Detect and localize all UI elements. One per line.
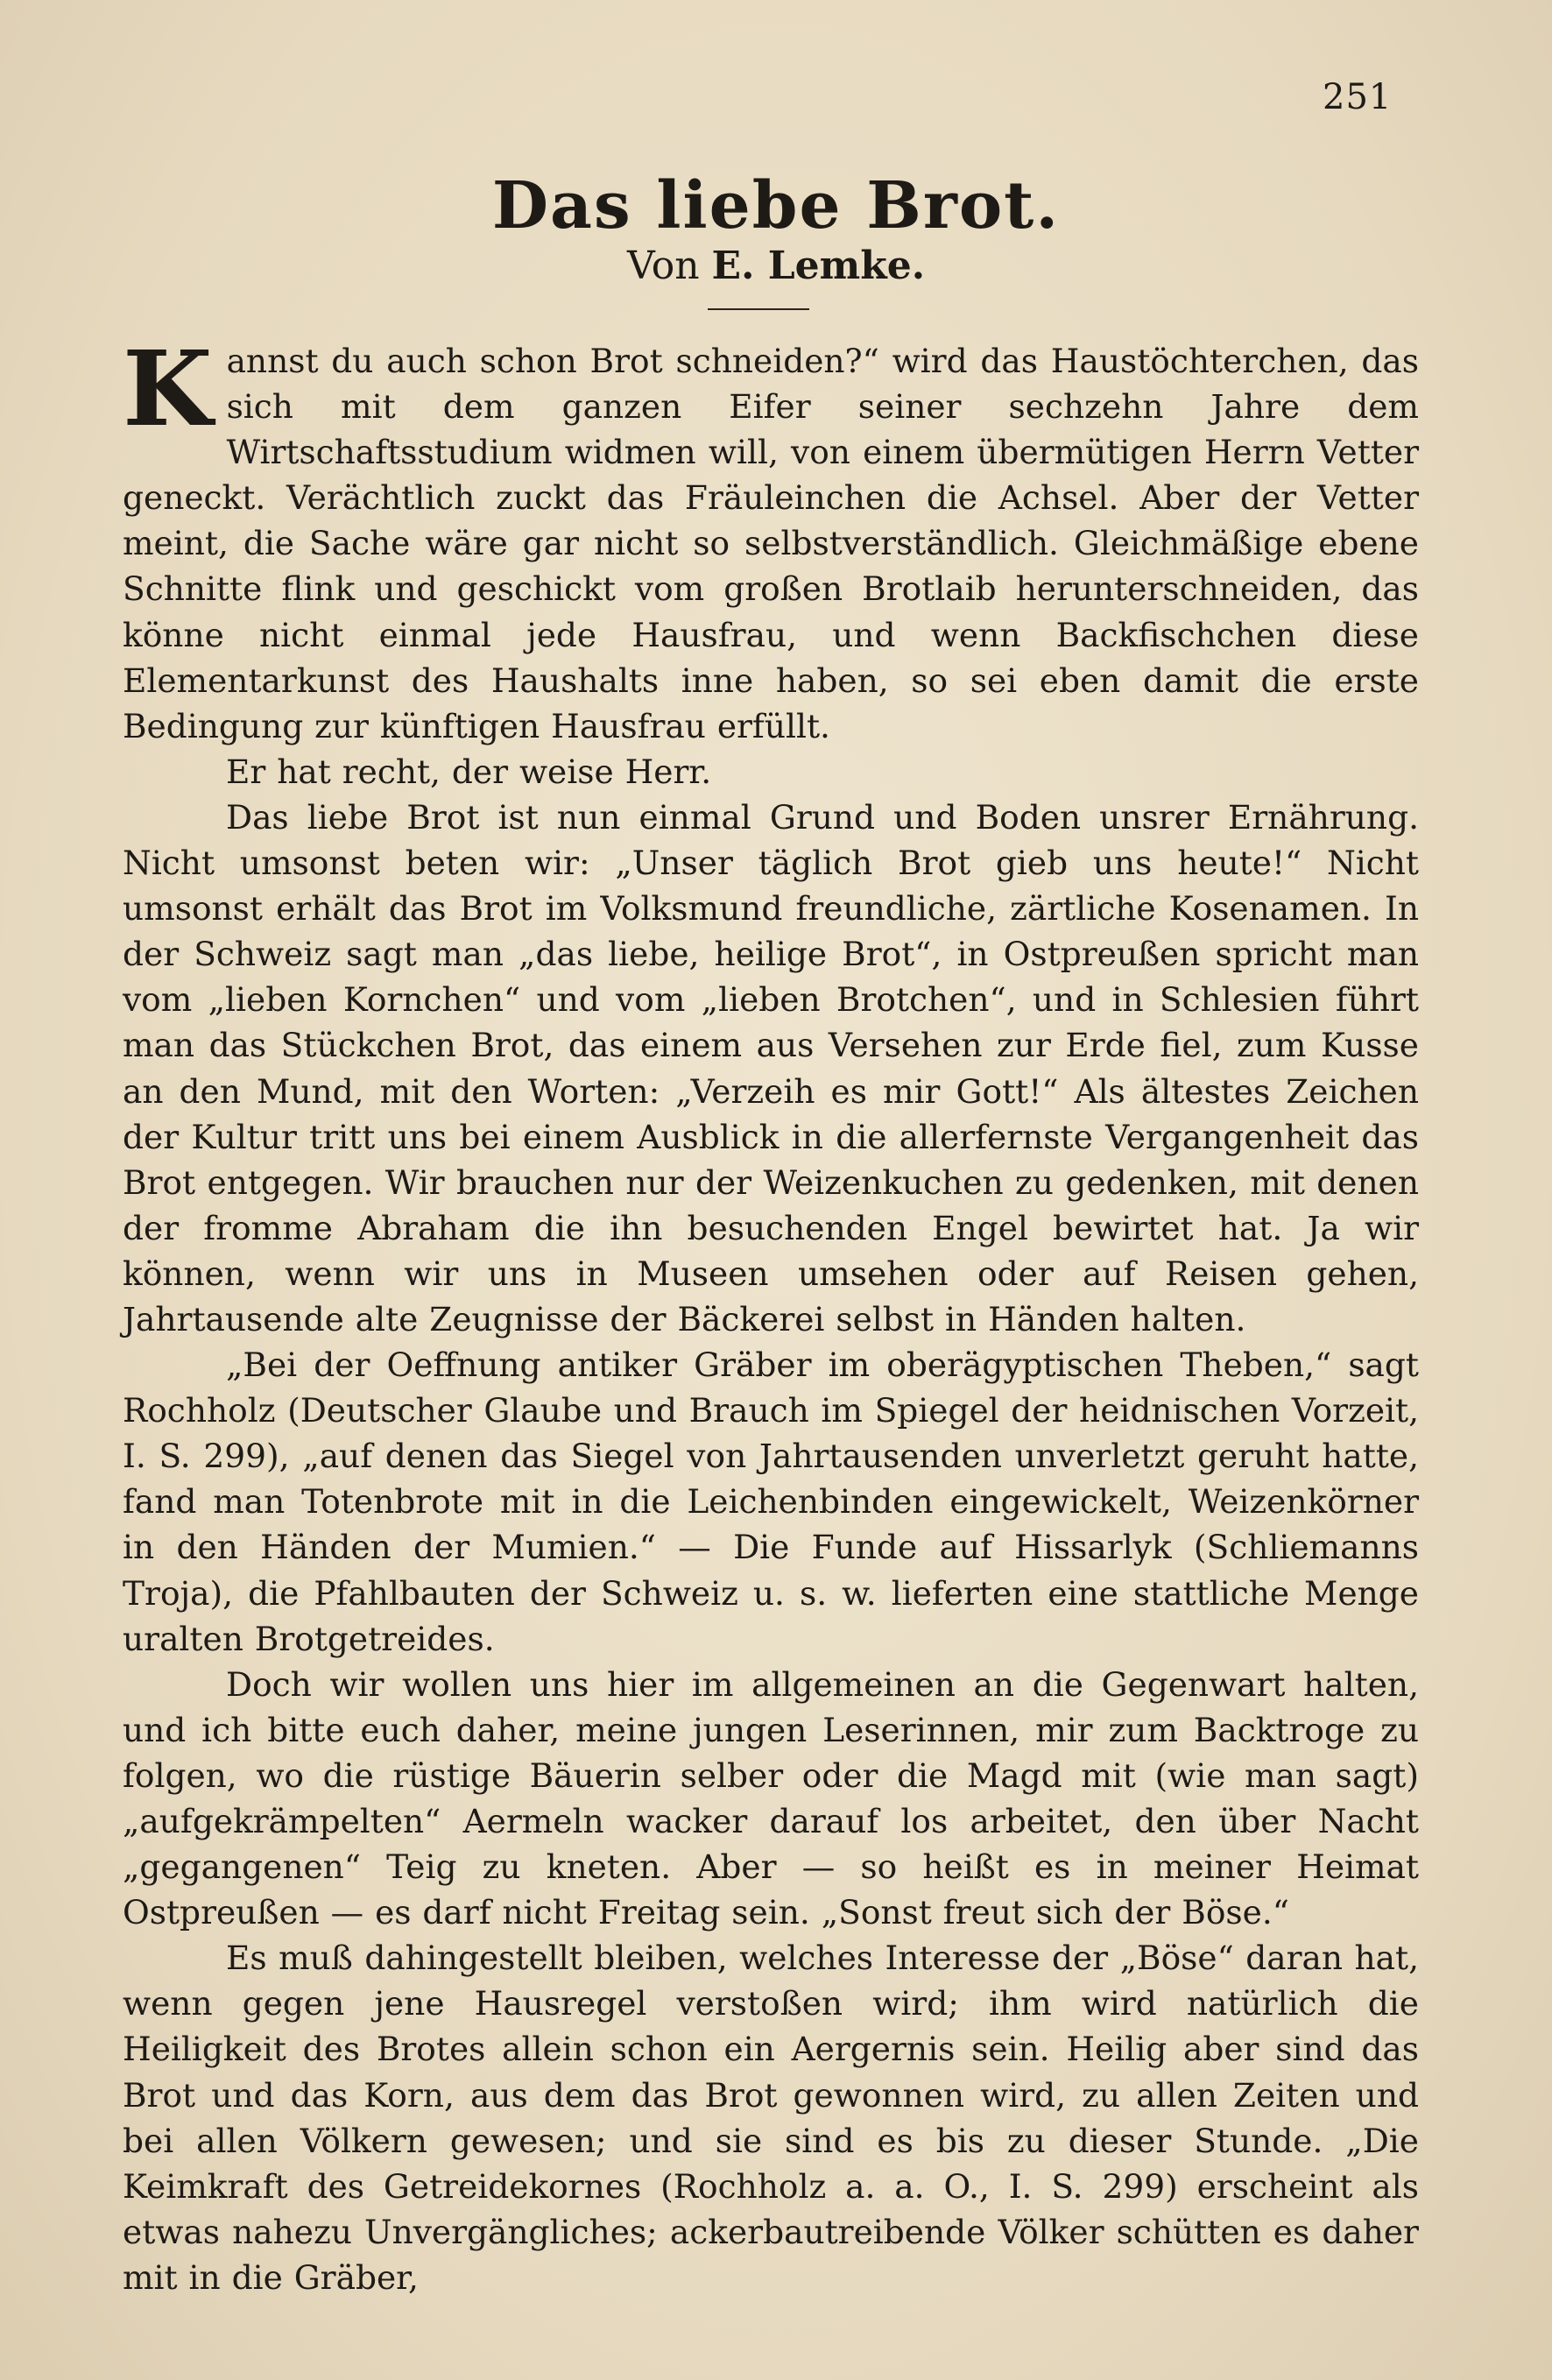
paragraph-5: Doch wir wollen uns hier im allgemeinen an die Gegenwart halten, und ich bitte euch daher, meine jungen Leserinnen, mir zum Backtroge zu folgen, wo die rüstige Bäuerin selber oder die Magd mit (wie man sagt) „aufgekrämpelten“ Aermeln wacker darauf los arbeitet, den über Nacht „gegangenen“ Teig zu kneten. Aber — so heißt es in meiner Heimat Ostpreußen — es darf nicht Freitag sein. „Sonst freut sich der Böse.“ (123, 1664, 1419, 1932)
paragraph-2: Er hat recht, der weise Herr. (226, 752, 712, 791)
article-title: Das liebe Brot. (491, 168, 1061, 244)
page-number: 251 (1323, 77, 1393, 117)
author-name: E. Lemke. (711, 244, 926, 288)
title-divider (708, 308, 809, 310)
byline (0, 244, 1552, 288)
paragraph-4: „Bei der Oeffnung antiker Gräber im oberägyptischen Theben,“ sagt Rochholz (Deutscher Glaube und Brauch im Spiegel der heidnischen Vorzeit, I. S. 299), „auf denen das Siegel von Jahrtausenden unverletzt geruht hatte, fand man Totenbrote mit in die Leichenbinden eingewickelt, Weizenkörner in den Händen der Mumien.“ — Die Funde auf Hissarlyk (Schliemanns Troja), die Pfahlbauten der Schweiz u. s. w. lieferten eine stattliche Menge uralten Brotgetreides. (123, 1345, 1419, 1658)
drop-cap: K (123, 328, 213, 449)
paragraph-3: Das liebe Brot ist nun einmal Grund und Boden unsrer Ernährung. Nicht umsonst beten wir: „Unser täglich Brot gieb uns heute!“ Nicht umsonst erhält das Brot im Volksmund freundliche, zärtliche Kosenamen. In der Schweiz sagt man „das liebe, heilige Brot“, in Ostpreußen spricht man vom „lieben Kornchen“ und vom „lieben Brotchen“, und in Schlesien führt man das Stückchen Brot, das einem aus Versehen zur Erde fiel, zum Kusse an den Mund, mit den Worten: „Verzeih es mir Gott!“ Als ältestes Zeichen der Kultur tritt uns bei einem Ausblick in die allerfernste Vergangenheit das Brot entgegen. Wir brauchen nur der Weizenkuchen zu gedenken, mit denen der fromme Abraham die ihn besuchenden Engel bewirtet hat. Ja wir können, wenn wir uns in Museen umsehen oder auf Reisen gehen, Jahrtausende alte Zeugnisse der Bäckerei selbst in Händen halten. (123, 797, 1419, 1338)
paragraph-1-text: annst du auch schon Brot schneiden?“ wird das Haustöchterchen, das sich mit dem ganzen Eifer seiner sechzehn Jahre dem Wirtschaftsstudium widmen will, von einem übermütigen Herrn Vetter geneckt. Verächtlich zuckt das Fräuleinchen die Achsel. Aber der Vetter meint, die Sache wäre gar nicht so selbstverständlich. Gleichmäßige ebene Schnitte flink und geschickt vom großen Brotlaib herunterschneiden, das könne nicht einmal jede Hausfrau, und wenn Backfischchen diese Elementarkunst des Haushalts inne haben, so sei eben damit die erste Bedingung zur künftigen Hausfrau erfüllt. (123, 342, 1419, 745)
paragraph-6: Es muß dahingestellt bleiben, welches Interesse der „Böse“ daran hat, wenn gegen jene Hausregel verstoßen wird; ihm wird natürlich die Heiligkeit des Brotes allein schon ein Aergernis sein. Heilig aber sind das Brot und das Korn, aus dem das Brot gewonnen wird, zu allen Zeiten und bei allen Völkern gewesen; und sie sind es bis zu dieser Stunde. „Die Keimkraft des Getreidekornes (Rochholz a. a. O., I. S. 299) erscheint als etwas nahezu Unvergängliches; ackerbautreibende Völker schütten es daher mit in die Gräber, (123, 1939, 1419, 2297)
byline-prefix: Von (626, 244, 700, 288)
paragraph-1 (123, 328, 1419, 749)
article-body (123, 328, 1419, 2300)
